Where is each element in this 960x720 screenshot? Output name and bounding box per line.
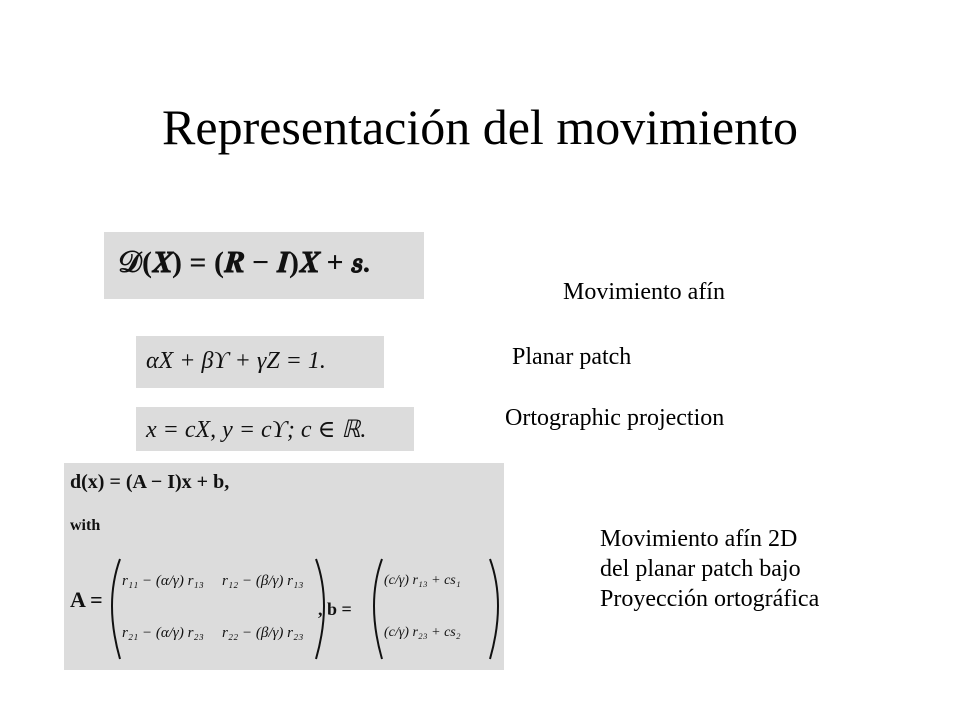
label-afin-2d: [600, 524, 920, 614]
equation-image-planar: [136, 336, 384, 388]
label-movimiento-afin: Movimiento afín: [563, 279, 725, 305]
equation-with: with: [70, 517, 101, 534]
equation-ortho: x = cX, y = cϒ; c ∈ ℝ.: [146, 417, 367, 443]
label-planar-patch: Planar patch: [512, 344, 632, 370]
equation-image-affine2d: [64, 463, 504, 670]
vector-b-label: , b =: [318, 599, 352, 619]
vector-b-1: (c/γ) r₁₃ + cs₁: [384, 573, 461, 588]
equation-affine-d: d(x) = (A − I)x + b,: [70, 471, 230, 493]
matrix-A-label: A =: [70, 587, 103, 612]
equation-planar: αX + βϒ + γZ = 1.: [146, 348, 326, 374]
equation-motion: 𝒟(𝑿) = (𝑹 − 𝑰)𝑿 + 𝒔.: [118, 246, 371, 279]
slide-title: Representación del movimiento: [162, 99, 798, 155]
matrix-A-r21: r₂₁ − (α/γ) r₂₃: [122, 625, 204, 641]
label-afin-2d-line1: Movimiento afín 2D: [600, 526, 798, 552]
equation-image-ortho: [136, 407, 414, 451]
label-afin-2d-line3: Proyección ortográfica: [600, 586, 820, 612]
label-ortographic-projection: Ortographic projection: [505, 405, 725, 431]
matrix-A-r12: r₁₂ − (β/γ) r₁₃: [222, 573, 304, 589]
matrix-A-r22: r₂₂ − (β/γ) r₂₃: [222, 625, 304, 641]
matrix-A-r11: r₁₁ − (α/γ) r₁₃: [122, 573, 204, 589]
equation-image-motion: [104, 232, 424, 299]
vector-b-2: (c/γ) r₂₃ + cs₂: [384, 625, 461, 640]
label-afin-2d-line2: del planar patch bajo: [600, 556, 801, 582]
